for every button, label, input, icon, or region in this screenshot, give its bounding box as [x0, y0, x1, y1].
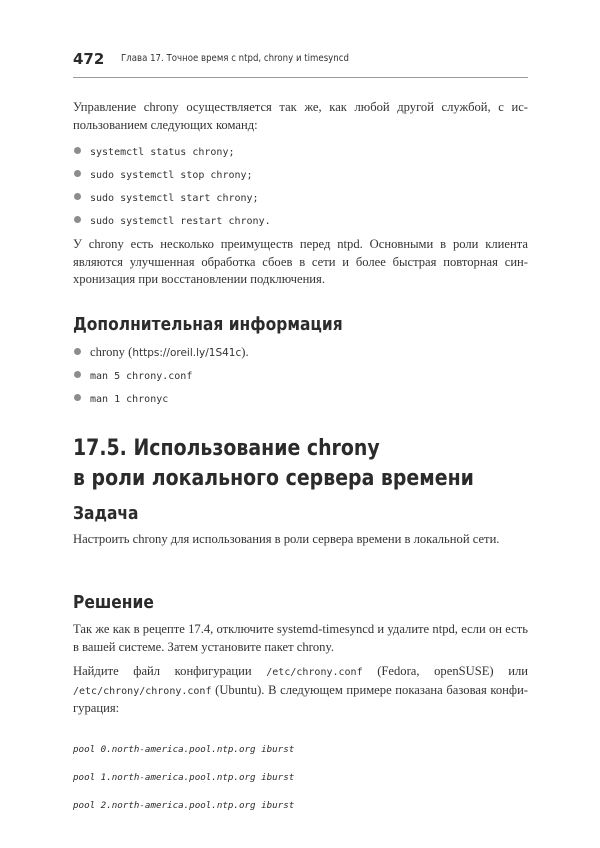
section-title-line-1: 17.5. Использование chrony: [73, 436, 380, 461]
bullet-icon: [74, 348, 81, 355]
man-page-text: man 5 chrony.conf: [90, 371, 193, 382]
bullet-icon: [74, 216, 81, 223]
solution-heading: Решение: [73, 592, 154, 613]
code-block: [73, 729, 294, 827]
list-item: [73, 389, 528, 412]
bullet-icon: [74, 193, 81, 200]
command-text: systemctl status chrony;: [90, 147, 235, 158]
command-text: sudo systemctl stop chrony;: [90, 170, 253, 181]
list-item: [73, 142, 528, 165]
chrony-link[interactable]: https://oreil.ly/1S41c: [132, 347, 242, 359]
solution-text: (Fedora, openSUSE) или: [362, 664, 528, 678]
list-item: [73, 366, 528, 389]
intro-paragraph: Управление chrony осуществляется так же, как любой другой службой, с ис-пользованием следующих команд:: [73, 100, 528, 132]
list-item: [73, 165, 528, 188]
more-info-heading: Дополнительная информация: [73, 314, 343, 335]
code-line: pool 1.north-america.pool.ntp.org iburst: [73, 772, 295, 783]
chrony-link-label: chrony (: [90, 345, 133, 359]
more-info-list: [73, 343, 528, 412]
list-item: [73, 188, 528, 211]
chrony-link-suffix: ).: [241, 345, 249, 359]
solution-text: (Ubuntu). В следующем примере показана базовая конфи-гурация:: [73, 682, 528, 715]
list-item: [73, 211, 528, 234]
man-page-text: man 1 chronyc: [90, 394, 169, 405]
solution-text: Найдите файл конфигурации: [73, 664, 267, 678]
bullet-icon: [74, 394, 81, 401]
header-divider: [73, 77, 528, 78]
advantages-paragraph: У chrony есть несколько преимуществ перед ntpd. Основными в роли клиента являются улучшенная обработка сбоев в сети и более быстрая повторная син-хронизация при восстановлении подключения.: [73, 237, 528, 286]
code-line: pool 2.north-america.pool.ntp.org iburst: [73, 800, 295, 811]
list-item: [73, 343, 528, 366]
running-title: Глава 17. Точное время с ntpd, chrony и timesyncd: [121, 53, 349, 64]
command-text: sudo systemctl restart chrony.: [90, 216, 271, 227]
task-heading: Задача: [73, 503, 139, 524]
section-title-line-2: в роли локального сервера времени: [73, 466, 474, 491]
page-number: 472: [73, 50, 105, 68]
bullet-icon: [74, 170, 81, 177]
code-line: pool 0.north-america.pool.ntp.org iburst: [73, 744, 295, 755]
solution-paragraph-2: [73, 663, 528, 718]
command-list: [73, 142, 528, 234]
config-path-ubuntu: /etc/chrony/chrony.conf: [73, 685, 212, 697]
solution-paragraph-1: Так же как в рецепте 17.4, отключите systemd-timesyncd и удалите ntpd, если он есть в вашей системе. Затем установите пакет chrony.: [73, 622, 528, 654]
config-path-fedora: /etc/chrony.conf: [266, 667, 363, 678]
bullet-icon: [74, 147, 81, 154]
task-paragraph: Настроить chrony для использования в роли сервера времени в локальной сети.: [73, 532, 500, 546]
bullet-icon: [74, 371, 81, 378]
command-text: sudo systemctl start chrony;: [90, 193, 259, 204]
